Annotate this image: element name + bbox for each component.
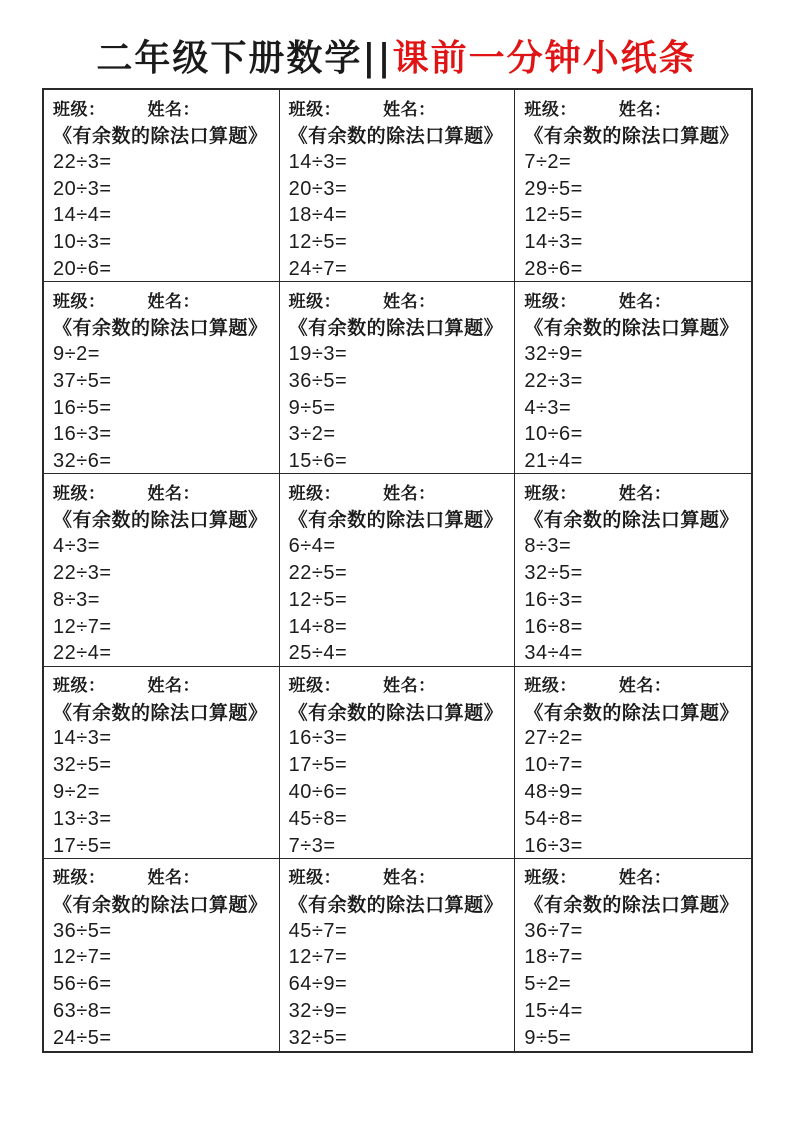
problem-line: 22÷3= [53, 562, 112, 585]
name-label: 姓名： [383, 868, 436, 888]
worksheet-cell [280, 667, 516, 859]
cell-header [524, 671, 743, 697]
problem-line: 9÷2= [53, 343, 100, 366]
problem-line: 20÷3= [288, 177, 348, 200]
page-title [0, 30, 793, 81]
problem-line: 6÷4= [288, 535, 336, 558]
problem-list [53, 918, 271, 1051]
problem-line: 36÷5= [53, 919, 112, 942]
cell-header [289, 94, 507, 120]
name-label: 姓名： [618, 868, 672, 888]
problem-line: 7÷3= [288, 834, 336, 857]
class-label: 班级： [288, 483, 342, 503]
problem-line: 16÷3= [524, 588, 583, 611]
name-label: 姓名： [147, 676, 200, 696]
worksheet-title: 《有余数的除法口算题》 [288, 126, 504, 147]
class-label: 班级： [524, 676, 577, 696]
problem-line: 27÷2= [524, 727, 583, 750]
name-label: 姓名： [383, 291, 436, 311]
worksheet-title: 《有余数的除法口算题》 [53, 894, 268, 916]
class-label: 班级： [288, 676, 342, 696]
problem-line: 22÷5= [288, 562, 348, 585]
cell-header [289, 671, 507, 697]
problem-line: 54÷8= [524, 807, 583, 830]
page-title-black: 二年级下册数学|| [96, 37, 393, 79]
problem-line: 4÷3= [524, 396, 572, 419]
problem-list [289, 341, 507, 474]
class-label: 班级： [524, 483, 577, 503]
class-label: 班级： [53, 868, 106, 888]
worksheet-grid [42, 88, 753, 1053]
cell-header [289, 478, 507, 504]
problem-line: 18÷7= [524, 946, 583, 969]
problem-line: 17÷5= [288, 754, 348, 777]
worksheet-cell [44, 667, 280, 859]
page-title-red: 课前一分钟小纸条 [392, 37, 697, 79]
name-label: 姓名： [383, 676, 436, 696]
problem-line: 8÷3= [53, 588, 100, 611]
problem-line: 16÷8= [524, 615, 583, 638]
cell-header [53, 286, 271, 312]
name-label: 姓名： [618, 291, 672, 311]
class-label: 班级： [53, 99, 106, 119]
name-label: 姓名： [147, 483, 200, 503]
problem-line: 12÷7= [288, 946, 348, 969]
name-label: 姓名： [618, 99, 672, 119]
class-label: 班级： [524, 868, 577, 888]
worksheet-cell [44, 859, 280, 1051]
problem-line: 7÷2= [524, 150, 572, 173]
name-label: 姓名： [147, 291, 200, 311]
worksheet-title: 《有余数的除法口算题》 [53, 318, 268, 340]
problem-line: 14÷3= [524, 231, 583, 254]
problem-line: 34÷4= [524, 642, 583, 665]
problem-line: 10÷7= [524, 754, 583, 777]
problem-line: 22÷3= [53, 150, 112, 173]
class-label: 班级： [288, 868, 342, 888]
problem-line: 45÷8= [288, 807, 348, 830]
problem-line: 28÷6= [524, 258, 583, 281]
problem-list [53, 726, 271, 859]
class-label: 班级： [53, 676, 106, 696]
worksheet-cell [280, 859, 516, 1051]
name-label: 姓名： [147, 99, 200, 119]
problem-line: 40÷6= [288, 781, 348, 804]
worksheet-cell [515, 90, 751, 282]
cell-header [53, 863, 271, 889]
worksheet-title: 《有余数的除法口算题》 [288, 318, 504, 340]
problem-list [524, 918, 743, 1051]
problem-line: 24÷7= [288, 258, 348, 281]
problem-line: 13÷3= [53, 807, 112, 830]
problem-list [524, 533, 743, 666]
worksheet-cell [280, 474, 516, 666]
problem-line: 36÷5= [288, 369, 348, 392]
worksheet-cell [515, 282, 751, 474]
problem-line: 63÷8= [53, 1000, 112, 1023]
name-label: 姓名： [147, 868, 200, 888]
name-label: 姓名： [383, 483, 436, 503]
problem-line: 8÷3= [524, 535, 572, 558]
problem-line: 14÷3= [288, 150, 348, 173]
worksheet-title: 《有余数的除法口算题》 [288, 510, 504, 532]
problem-line: 64÷9= [288, 973, 348, 996]
problem-list [524, 726, 743, 859]
worksheet-title: 《有余数的除法口算题》 [524, 894, 739, 916]
problem-list [53, 533, 271, 666]
problem-line: 9÷5= [524, 1026, 572, 1049]
problem-list [524, 149, 743, 282]
class-label: 班级： [53, 291, 106, 311]
problem-list [289, 533, 507, 666]
class-label: 班级： [524, 99, 577, 119]
cell-header [53, 94, 271, 120]
cell-header [524, 863, 743, 889]
problem-line: 14÷3= [53, 727, 112, 750]
class-label: 班级： [53, 483, 106, 503]
problem-line: 16÷3= [524, 834, 583, 857]
worksheet-title: 《有余数的除法口算题》 [524, 126, 739, 147]
problem-line: 32÷6= [53, 450, 112, 473]
problem-line: 17÷5= [53, 834, 112, 857]
problem-line: 25÷4= [288, 642, 348, 665]
worksheet-cell [44, 474, 280, 666]
worksheet-cell [515, 667, 751, 859]
problem-list [524, 341, 743, 474]
problem-line: 12÷5= [288, 231, 348, 254]
cell-header [524, 94, 743, 120]
worksheet-title: 《有余数的除法口算题》 [524, 702, 739, 724]
problem-line: 37÷5= [53, 369, 112, 392]
cell-header [524, 286, 743, 312]
worksheet-cell [44, 90, 280, 282]
problem-line: 12÷5= [288, 588, 348, 611]
problem-line: 14÷4= [53, 204, 112, 227]
problem-line: 56÷6= [53, 973, 112, 996]
problem-line: 9÷5= [288, 396, 336, 419]
problem-line: 15÷6= [288, 450, 348, 473]
problem-line: 3÷2= [288, 423, 336, 446]
worksheet-title: 《有余数的除法口算题》 [524, 510, 739, 532]
cell-header [524, 478, 743, 504]
problem-line: 16÷3= [53, 423, 112, 446]
problem-line: 16÷5= [53, 396, 112, 419]
problem-list [289, 918, 507, 1051]
problem-line: 12÷7= [53, 946, 112, 969]
class-label: 班级： [524, 291, 577, 311]
problem-line: 32÷5= [53, 754, 112, 777]
worksheet-cell [515, 859, 751, 1051]
problem-line: 5÷2= [524, 973, 572, 996]
worksheet-cell [280, 282, 516, 474]
cell-header [289, 286, 507, 312]
problem-line: 20÷6= [53, 258, 112, 281]
problem-line: 24÷5= [53, 1026, 112, 1049]
problem-line: 45÷7= [288, 919, 348, 942]
problem-list [289, 726, 507, 859]
problem-line: 4÷3= [53, 535, 100, 558]
class-label: 班级： [288, 99, 342, 119]
class-label: 班级： [288, 291, 342, 311]
problem-list [53, 149, 271, 282]
problem-line: 19÷3= [288, 343, 348, 366]
problem-line: 22÷4= [53, 642, 112, 665]
worksheet-title: 《有余数的除法口算题》 [288, 894, 504, 916]
name-label: 姓名： [383, 99, 436, 119]
problem-line: 10÷6= [524, 423, 583, 446]
worksheet-title: 《有余数的除法口算题》 [53, 126, 268, 147]
worksheet-title: 《有余数的除法口算题》 [288, 702, 504, 724]
problem-line: 20÷3= [53, 177, 112, 200]
worksheet-title: 《有余数的除法口算题》 [53, 702, 268, 724]
problem-line: 29÷5= [524, 177, 583, 200]
worksheet-title: 《有余数的除法口算题》 [524, 318, 739, 340]
problem-line: 16÷3= [288, 727, 348, 750]
worksheet-cell [515, 474, 751, 666]
problem-line: 22÷3= [524, 369, 583, 392]
problem-line: 32÷5= [524, 562, 583, 585]
problem-line: 14÷8= [288, 615, 348, 638]
cell-header [289, 863, 507, 889]
cell-header [53, 671, 271, 697]
problem-line: 32÷9= [288, 1000, 348, 1023]
problem-line: 18÷4= [288, 204, 348, 227]
cell-header [53, 478, 271, 504]
problem-line: 32÷9= [524, 343, 583, 366]
name-label: 姓名： [618, 676, 672, 696]
problem-line: 12÷5= [524, 204, 583, 227]
worksheet-cell [280, 90, 516, 282]
name-label: 姓名： [618, 483, 672, 503]
problem-line: 10÷3= [53, 231, 112, 254]
problem-line: 32÷5= [288, 1026, 348, 1049]
worksheet-cell [44, 282, 280, 474]
worksheet-title: 《有余数的除法口算题》 [53, 510, 268, 532]
problem-list [53, 341, 271, 474]
problem-line: 9÷2= [53, 781, 100, 804]
problem-line: 12÷7= [53, 615, 112, 638]
problem-line: 36÷7= [524, 919, 583, 942]
problem-line: 48÷9= [524, 781, 583, 804]
problem-list [289, 149, 507, 282]
problem-line: 15÷4= [524, 1000, 583, 1023]
problem-line: 21÷4= [524, 450, 583, 473]
